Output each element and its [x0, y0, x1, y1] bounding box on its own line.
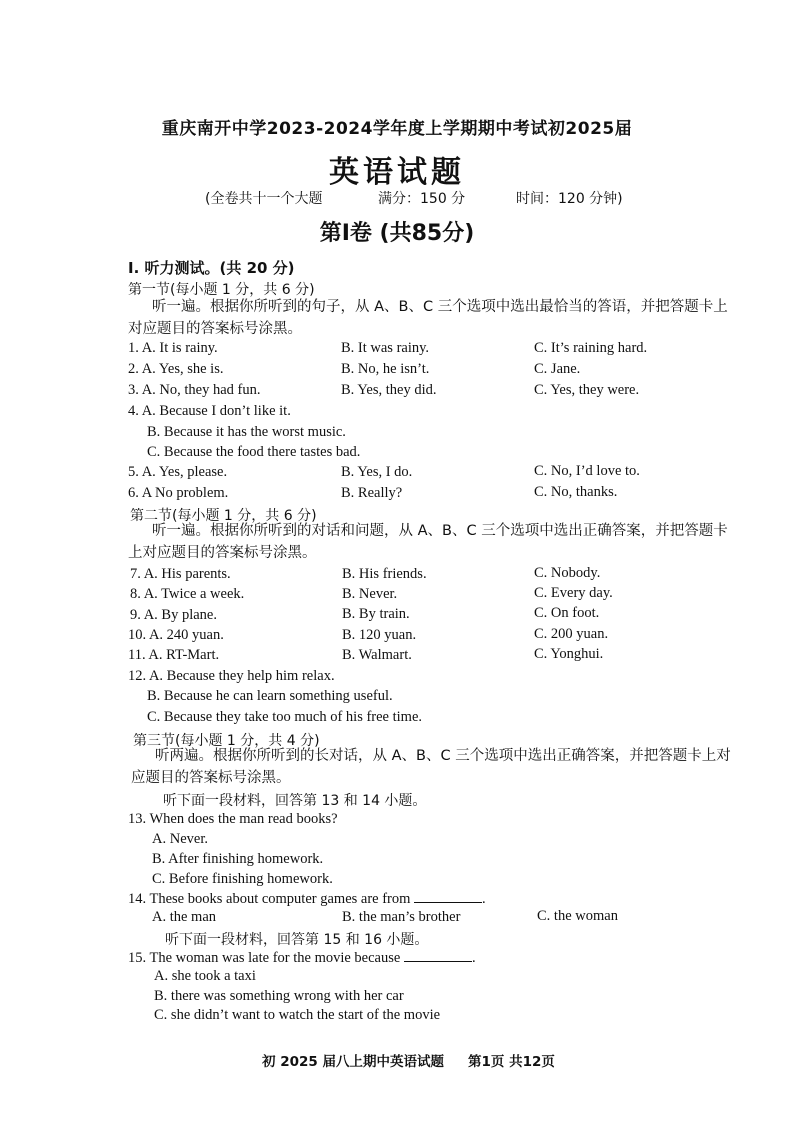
- q14-option-a: A. the man: [152, 909, 217, 925]
- footer-page-number: 第1页 共12页: [468, 1054, 555, 1070]
- q4-option-c: C. Because the food there tastes bad.: [147, 444, 361, 460]
- q9-option-b: B. By train.: [342, 606, 410, 622]
- q5-option-a: 5. A. Yes, please.: [128, 464, 228, 480]
- meta-sections: (全卷共十一个大题: [205, 191, 323, 207]
- passage2-note: 听下面一段材料，回答第 15 和 16 小题。: [165, 932, 429, 948]
- q3-option-c: C. Yes, they were.: [534, 382, 640, 398]
- q15-stem: 15. The woman was late for the movie because: [128, 950, 401, 966]
- meta-score: 满分：150 分: [378, 191, 466, 207]
- q15-stem-end: .: [471, 950, 476, 966]
- q15-stem-line: [128, 949, 476, 967]
- q2-option-c: C. Jane.: [534, 361, 581, 377]
- q13-option-a: A. Never.: [152, 831, 208, 847]
- q7-option-c: C. Nobody.: [534, 565, 601, 581]
- q7-option-b: B. His friends.: [342, 566, 427, 582]
- q14-stem-end: .: [482, 891, 486, 907]
- q14-stem-line: [128, 890, 486, 908]
- part2-instruction: 听一遍。根据你所听到的对话和问题，从 A、B、C 三个选项中选出正确答案，并把答题卡上对应题目的答案标号涂黑。: [128, 523, 728, 561]
- q13-option-b: B. After finishing homework.: [152, 851, 324, 867]
- q2-option-b: B. No, he isn’t.: [341, 361, 430, 377]
- q9-option-c: C. On foot.: [534, 605, 600, 621]
- q3-option-b: B. Yes, they did.: [341, 382, 437, 398]
- q6-option-c: C. No, thanks.: [534, 484, 618, 500]
- part3-instruction: 听两遍。根据你所听到的长对话，从 A、B、C 三个选项中选出正确答案，并把答题卡上对应题目的答案标号涂黑。: [131, 748, 731, 786]
- q10-option-b: B. 120 yuan.: [342, 627, 417, 643]
- section-heading: I. 听力测试。(共 20 分): [128, 259, 295, 277]
- part2-label: 第二节(每小题 1 分，共 6 分): [130, 508, 317, 524]
- q2-option-a: 2. A. Yes, she is.: [128, 361, 224, 377]
- page-title: 英语试题: [329, 155, 465, 190]
- footer-exam-name: 初 2025 届八上期中英语试题: [262, 1054, 444, 1070]
- q7-option-a: 7. A. His parents.: [130, 566, 231, 582]
- part1-instruction: 听一遍。根据你所听到的句子，从 A、B、C 三个选项中选出最恰当的答语，并把答题卡上对应题目的答案标号涂黑。: [128, 299, 728, 337]
- q5-option-b: B. Yes, I do.: [341, 464, 413, 480]
- q15-option-a: A. she took a taxi: [154, 968, 256, 984]
- part-title: 第I卷 (共85分): [319, 221, 475, 246]
- q13-option-c: C. Before finishing homework.: [152, 871, 333, 887]
- q14-option-b: B. the man’s brother: [342, 909, 461, 925]
- q1-option-b: B. It was rainy.: [341, 340, 430, 356]
- q10-option-c: C. 200 yuan.: [534, 626, 609, 642]
- q3-option-a: 3. A. No, they had fun.: [128, 382, 261, 398]
- q1-option-a: 1. A. It is rainy.: [128, 340, 218, 356]
- q6-option-a: 6. A No problem.: [128, 485, 229, 501]
- q13-stem: 13. When does the man read books?: [128, 811, 338, 827]
- part3-label: 第三节(每小题 1 分，共 4 分): [133, 733, 320, 749]
- passage1-note: 听下面一段材料，回答第 13 和 14 小题。: [163, 793, 427, 809]
- q14-blank: [414, 890, 482, 903]
- school-exam-line: 重庆南开中学2023-2024学年度上学期期中考试初2025届: [161, 119, 633, 139]
- meta-time: 时间：120 分钟): [516, 191, 623, 207]
- q8-option-a: 8. A. Twice a week.: [130, 586, 245, 602]
- q4-option-a: 4. A. Because I don’t like it.: [128, 403, 291, 419]
- q4-option-b: B. Because it has the worst music.: [147, 424, 346, 440]
- q12-option-a: 12. A. Because they help him relax.: [128, 668, 335, 684]
- q8-option-c: C. Every day.: [534, 585, 613, 601]
- q10-option-a: 10. A. 240 yuan.: [128, 627, 224, 643]
- q1-option-c: C. It’s raining hard.: [534, 340, 648, 356]
- part1-label: 第一节(每小题 1 分，共 6 分): [128, 282, 315, 298]
- q15-blank: [404, 949, 472, 962]
- q15-option-b: B. there was something wrong with her car: [154, 988, 404, 1004]
- q8-option-b: B. Never.: [342, 586, 398, 602]
- q5-option-c: C. No, I’d love to.: [534, 463, 640, 479]
- q6-option-b: B. Really?: [341, 485, 403, 501]
- q11-option-a: 11. A. RT-Mart.: [128, 647, 220, 663]
- q12-option-c: C. Because they take too much of his free time.: [147, 709, 423, 725]
- q14-stem: 14. These books about computer games are from: [128, 891, 411, 907]
- q14-option-c: C. the woman: [537, 908, 618, 924]
- q15-option-c: C. she didn’t want to watch the start of the movie: [154, 1007, 441, 1023]
- q11-option-b: B. Walmart.: [342, 647, 412, 663]
- q9-option-a: 9. A. By plane.: [130, 607, 217, 623]
- q12-option-b: B. Because he can learn something useful.: [147, 688, 393, 704]
- q11-option-c: C. Yonghui.: [534, 646, 604, 662]
